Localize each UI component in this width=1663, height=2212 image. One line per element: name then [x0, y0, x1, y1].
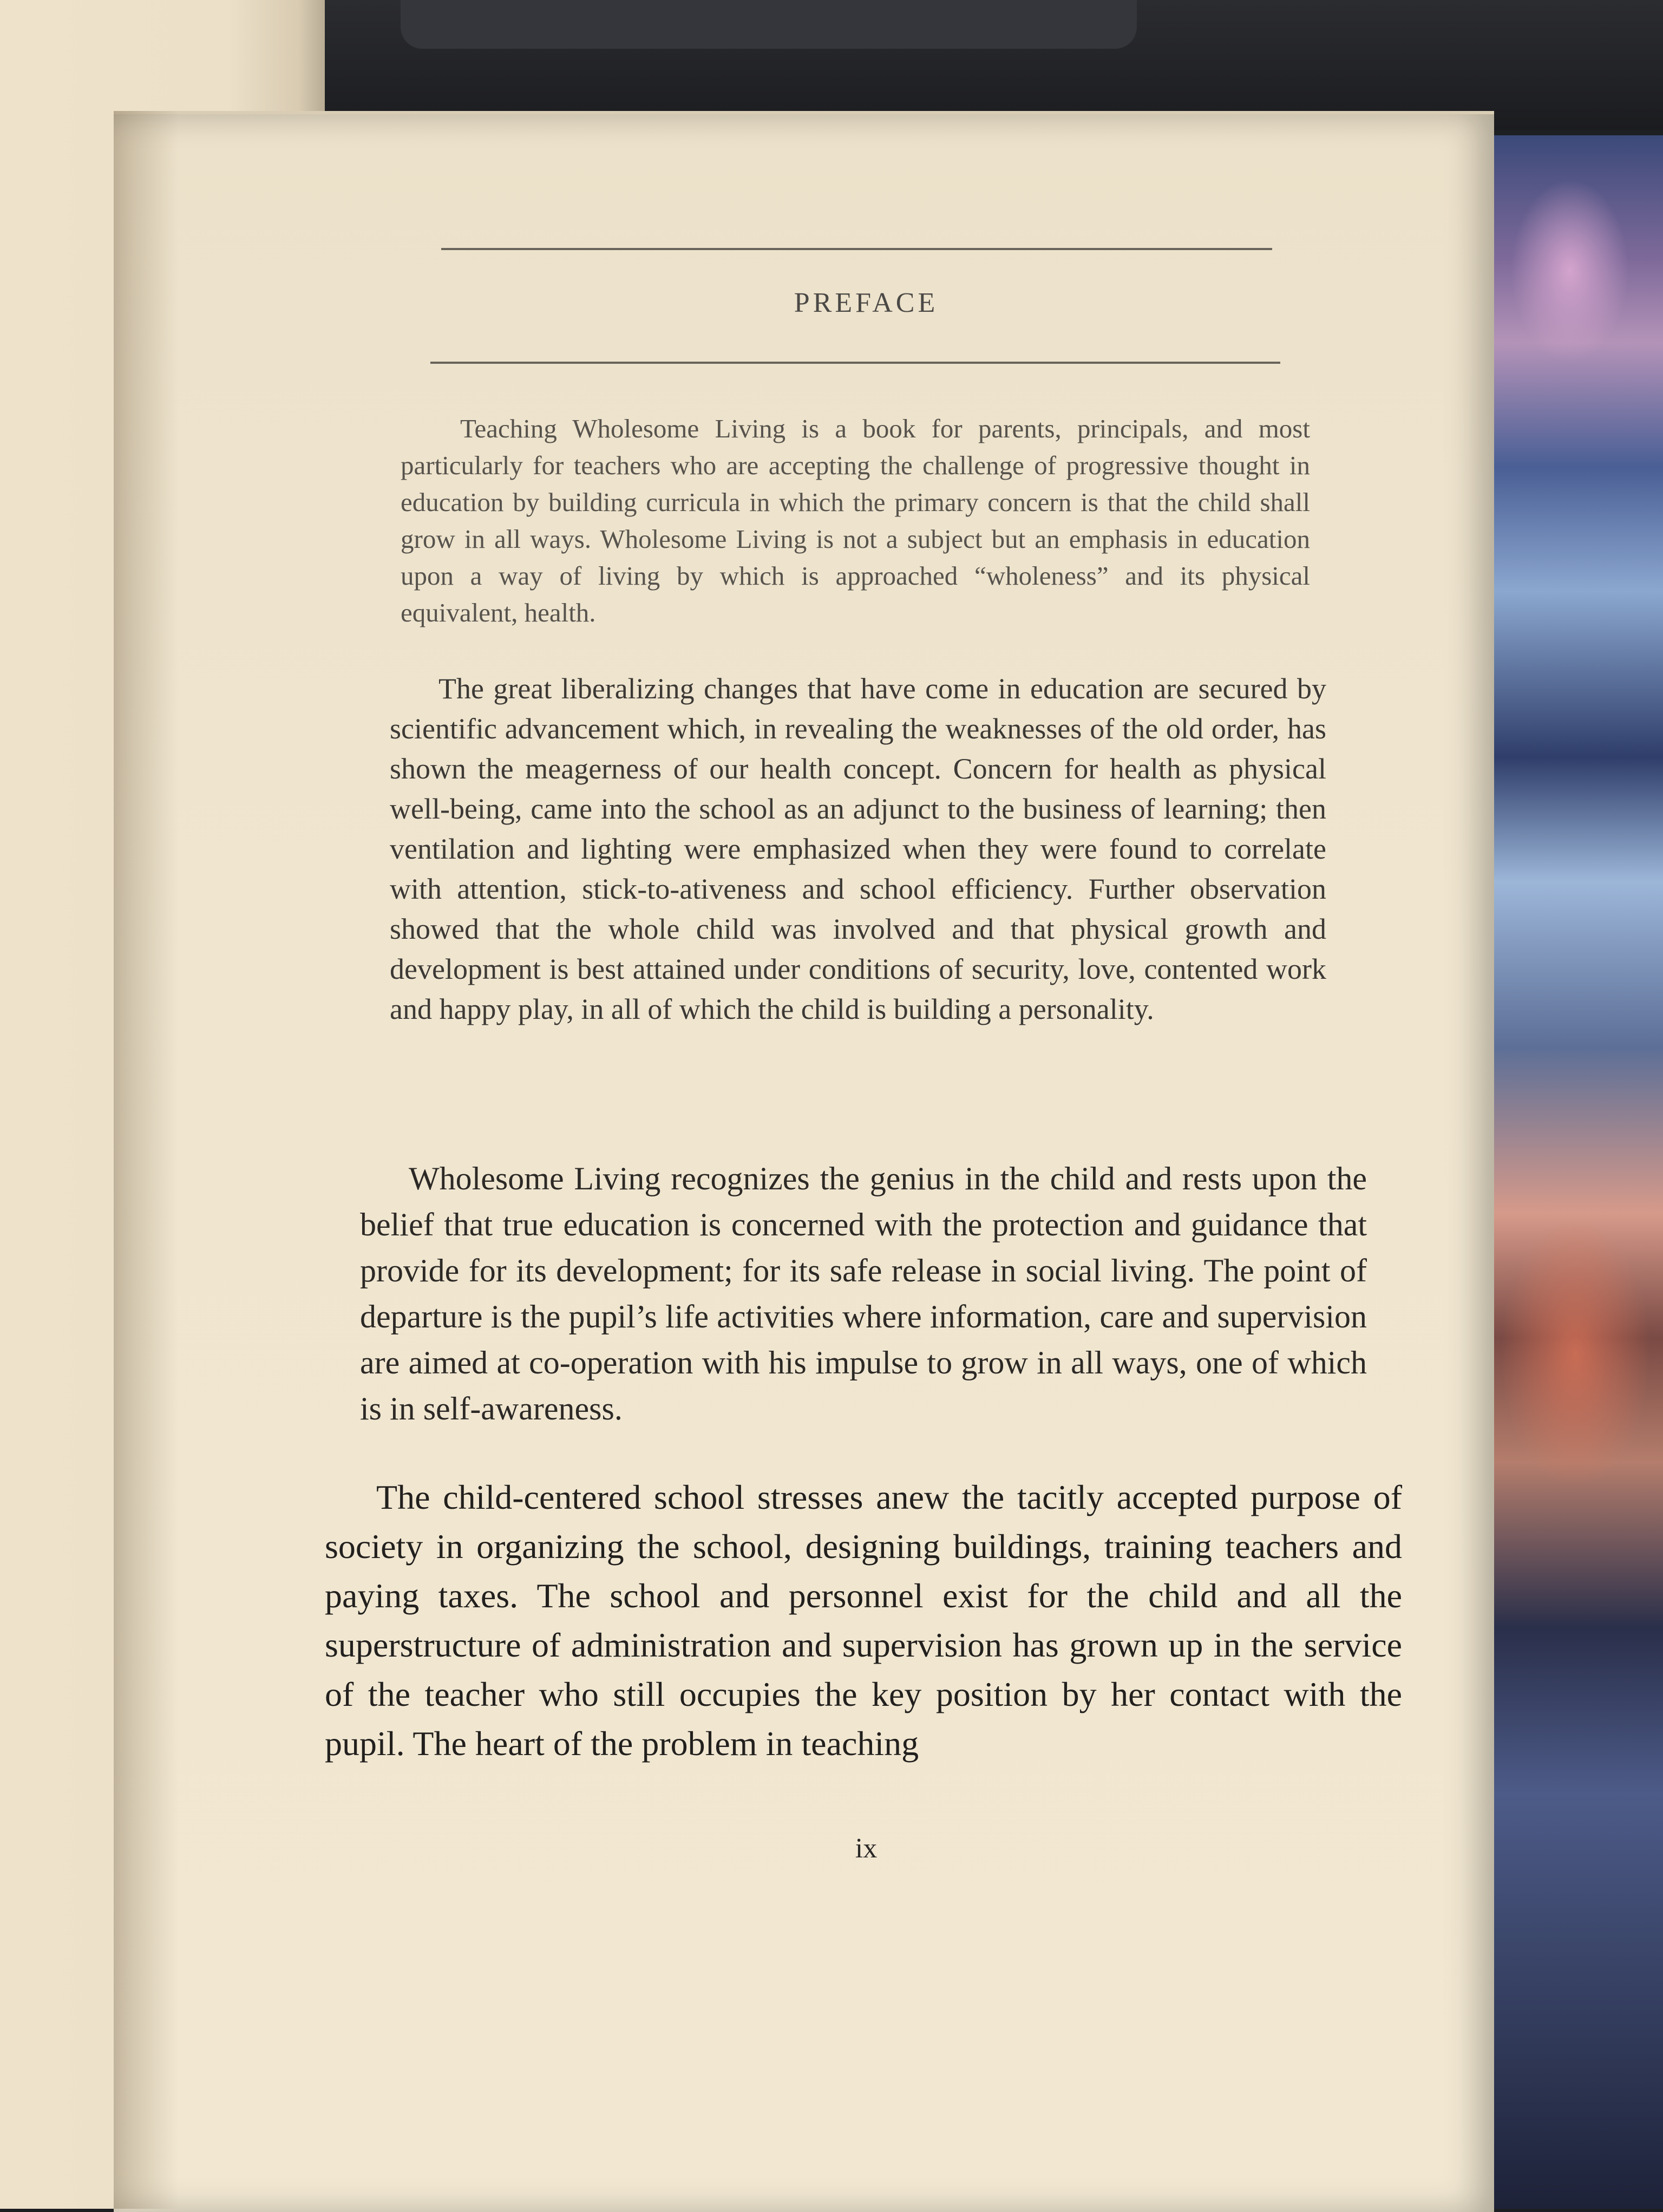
page-gutter-shadow [114, 111, 179, 2209]
heading-rule-top [441, 248, 1272, 250]
page-heading: PREFACE [794, 287, 939, 318]
paragraph-4: The child-centered school stresses anew the tacitly accepted purpose of society in organizing the school, designing buildings, training teachers and paying taxes. The school and personnel exist for the child and all the superstructure of administration and supervision has grown up in the service of the teacher who still occupies the key position by her contact with the pupil. The heart of the problem in teaching [325, 1478, 1402, 1763]
paragraph-2: The great liberalizing changes that have come in education are secured by scientific advancement which, in revealing the weaknesses of the old order, has shown the meagerness of our health concept. Concern for health as physical well-being, came into the school as an adjunct to the business of learning; then ventilation and lighting were emphasized when they were found to correlate with attention, stick-to-ativeness and school efficiency. Further observation showed that the whole child was involved and that physical growth and development is best attained under conditions of security, love, contented work and happy play, in all of which the child is building a personality. [390, 672, 1326, 1025]
paragraph-1: Teaching Wholesome Living is a book for parents, principals, and most particularly for teachers who are accepting the challenge of progressive thought in education by building curricula in which the primary concern is that the child shall grow in all ways. Wholesome Living is not a subject but an emphasis in education upon a way of living by which is approached “wholeness” and its physical equivalent, health. [401, 414, 1310, 627]
background-artwork [1489, 135, 1663, 2209]
paragraph-3: Wholesome Living recognizes the genius in the child and rests upon the belief that true education is concerned with the protection and guidance that provide for its development; for its safe release in social living. The point of departure is the pupil’s life activities where information, care and supervision are aimed at co-operation with his impulse to grow in all ways, one of which is in self-awareness. [360, 1161, 1367, 1426]
page-number: ix [855, 1833, 878, 1864]
heading-rule-bottom [430, 362, 1280, 364]
background-device [401, 0, 1137, 49]
